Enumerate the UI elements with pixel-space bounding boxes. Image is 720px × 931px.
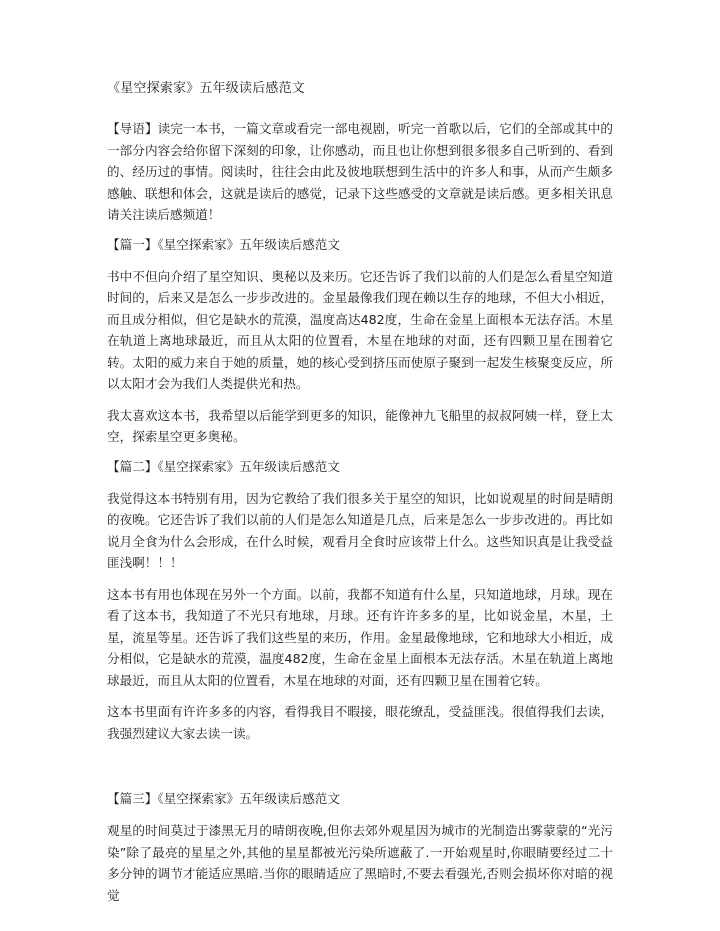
section1-paragraph-2: 我太喜欢这本书，我希望以后能学到更多的知识，能像神九飞船里的叔叔阿姨一样，登上太空，探索星空更多奥秘。 bbox=[107, 407, 613, 444]
section2-paragraph-2: 这本书有用也体现在另外一个方面。以前，我都不知道有什么星，只知道地球，月球。现在看了这本书，我知道了不光只有地球，月球。还有许许多多的星，比如说金星，木星，土星，流星等星。还告诉了我们这些星的来历，作用。金星最像地球，它和地球大小相近，成分相似，它是缺水的荒漠，温度482度，生命在金星上面根本无法存活。木星在轨道上离地球最近，而且从太阳的位置看，木星在地球的对面，还有四颗卫星在围着它转。 bbox=[107, 586, 613, 688]
section1-paragraph-1: 书中不但向介绍了星空知识、奥秘以及来历。它还告诉了我们以前的人们是怎么看星空知道时间的，后来又是怎么一步步改进的。金星最像我们现在赖以生存的地球，不但大小相近，而且成分相似，但它是缺水的荒漠，温度高达482度，生命在金星上面根本无法存活。木星在轨道上离地球最近，而且从太阳的位置看，木星在地球的对面，还有四颗卫星在围着它转。太阳的威力来自于她的质量，她的核心受到挤压而使原子聚到一起发生核聚变反应，所以太阳才会为我们人类提供光和热。 bbox=[107, 268, 613, 391]
section-spacer bbox=[107, 754, 613, 790]
section3-paragraph-1: 观星的时间莫过于漆黑无月的晴朗夜晚,但你去郊外观星因为城市的光制造出雾蒙蒙的“光污染”除了最亮的星星之外,其他的星星都被光污染所遮蔽了.一开始观星时,你眼睛要经过二十多分钟的调节才能适应黑暗.当你的眼睛适应了黑暗时,不要去看强光,否则会损坏你对暗的视觉 bbox=[107, 823, 613, 903]
intro-paragraph: 【导语】读完一本书，一篇文章或看完一部电视剧，听完一首歌以后，它们的全部或其中的一部分内容会给你留下深刻的印象，让你感动，而且也让你想到很多很多自己听到的、看到的、经历过的事情。阅读时，往往会由此及彼地联想到生活中的许多人和事，从而产生颇多感触、联想和体会，这就是读后的感觉，记录下这些感受的文章就是读后感。更多相关讯息请关注读后感频道！ bbox=[107, 121, 613, 222]
section2-paragraph-3: 这本书里面有许许多多的内容，看得我目不暇接，眼花缭乱，受益匪浅。很值得我们去读，我强烈建议大家去读一读。 bbox=[107, 704, 613, 741]
document-title: 《星空探索家》五年级读后感范文 bbox=[107, 81, 306, 96]
section2-paragraph-1: 我觉得这本书特别有用，因为它教给了我们很多关于星空的知识，比如说观星的时间是晴朗的夜晚。它还告诉了我们以前的人们是怎么知道是几点，后来是怎么一步步改进的。再比如说月全食为什么会形成，在什么时候，观看月全食时应该带上什么。这些知识真是让我受益匪浅啊！！！ bbox=[107, 490, 613, 570]
document-page bbox=[107, 80, 613, 906]
section2-heading: 【篇二】《星空探索家》五年级读后感范文 bbox=[107, 458, 340, 474]
section3-heading: 【篇三】《星空探索家》五年级读后感范文 bbox=[107, 791, 340, 806]
section1-heading: 【篇一】《星空探索家》五年级读后感范文 bbox=[107, 236, 340, 252]
